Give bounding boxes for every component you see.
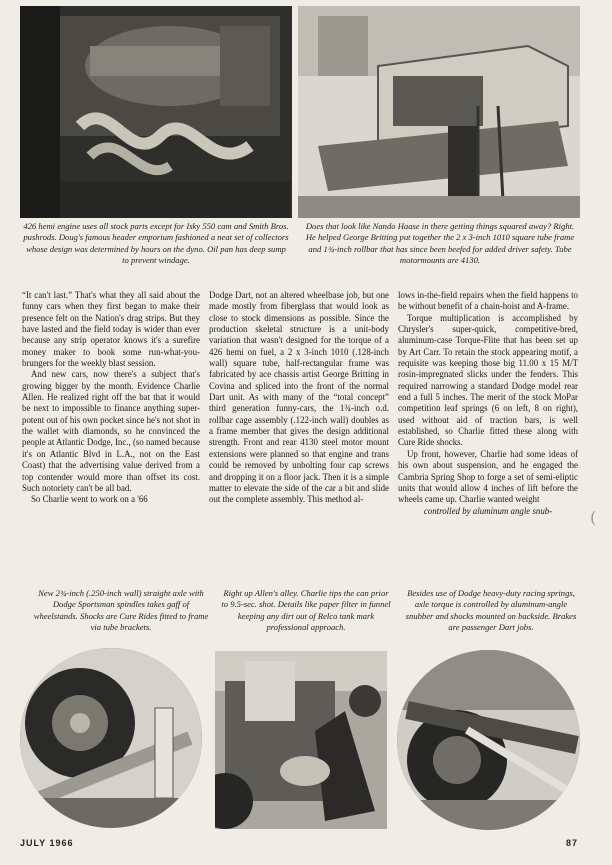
paragraph: Up front, however, Charlie had some ideas of his own about suspension, and he engaged the Cambria Spring Shop to forge a set of semi-eliptic units that would allow 4 inches of lift before the wheels came up. Charlie wanted weight [398,448,578,505]
fueling-photo [215,651,387,829]
footer-date: JULY 1966 [20,838,74,848]
rear-suspension-photo [397,650,580,830]
paragraph: Dodge Dart, not an altered wheelbase job, but one made mostly from fiberglass that would look as close to stock dimensions as possible. Since the production skeletal structure is a unit-body variation that wasn't designed for the torque of a 426 hemi on fuel, a 2 x 3-inch 1010 (.128-inch wall) square tube, half-rectangular frame was fabricated by ace chassis artist George Britting in Covina and spliced into the front of the normal Dart unit. As with many of the “total concept” third generation funny-cars, the 1¾-inch o.d. rollbar cage assembly (.122-inch wall) doubles as a frame member that gives the design additional strength. Front and rear 4130 steel motor mount extensions were planned so that engine and trans could be removed by unbolting four cap screws and dropping it on a floor jack. Then it is a simple matter to elevate the side of the car a bit and slide out the complete assembly. This method al- [209,290,389,505]
article-column-2 [209,290,389,506]
caption-top-right: Does that look like Nando Haase in there getting things squared away? Right. He helped George Britting put together the 2 x 3-inch 1010 square tube frame and 1¾-inch rollbar that has since been beefed for added driver safety. Tube motormounts are 4130. [305,221,575,266]
paragraph: So Charlie went to work on a '66 [31,494,148,505]
paragraph: And new cars, now there's a subject that's growing bigger by the month. Evidence Charlie Allen. He realized right off the bat that it would be next to impossible to finance anything super-potent out of his own pocket since he's not shot in the wallet with diamonds, so he convinced the people at Atlantic Dodge, Inc., (so named because it's on Atlantic Blvd in L.A., not on the East Coast) that the advertising value derived from a top contender would more than offset its cost. Such notoriety can't be all bad. [22,369,200,493]
page-number: 87 [566,838,579,848]
frame-photo [298,6,580,218]
caption-top-left: 426 hemi engine uses all stock parts except for Isky 550 cam and Smith Bros. pushrods. Doug's famous header emporium fashioned a neat set of collectors whose design was determined by hours on the dyno. Oil pan has deep sump to prevent windage. [23,221,289,266]
paragraph: “It can't last.” That's what they all said about the funny cars when they first began to make their presence felt on the Nation's drag strips. But they have lasted and the field today is wider than ever because any strip operator knows it's a surefire money maker to book some run-what-you-brungers for the weekly blast session. [22,290,200,369]
caption-bottom-center: Right up Allen's alley. Charlie tips the can prior to 9.5-sec. shot. Details like paper filter in funnel keeping any dirt out of Relco tank mark professional approach. [221,588,391,633]
paragraph: lows in-the-field repairs when the field happens to be without benefit of a chain-hoist and A-frame. [398,290,578,312]
pencil-mark: ( [590,508,597,527]
caption-bottom-left: New 2¾-inch (.250-inch wall) straight axle with Dodge Sportsman spindles takes gaff of wheelstands. Shocks are Cure Rides fitted to frame via tube brackets. [33,588,209,633]
caption-bottom-right: Besides use of Dodge heavy-duty racing springs, axle torque is controlled by aluminum-angle snubber and shocks mounted on backside. Brakes are passenger Dart jobs. [405,588,577,633]
article-column-1 [22,290,200,506]
paragraph: Torque multiplication is accomplished by Chrysler's super-quick, competitive-bred, aluminum-case Torque-Flite that has been set up by Art Carr. To retain the stock appearing motif, a requisite was keeping those big 11.00 x 15 M/T rosin-impregnated slicks under the fenders. This required narrowing a standard Dodge model rear end a full 5 inches. The merit of the stock MoPar competition leaf springs (6 on left, 8 on right), used without aid of traction bars, is well established, so Charlie fitted these along with Cure Ride shocks. [398,312,578,448]
axle-photo [20,648,202,828]
paragraph: controlled by aluminum angle snub- [423,505,553,516]
article-column-3 [398,290,578,517]
engine-photo [20,6,292,218]
